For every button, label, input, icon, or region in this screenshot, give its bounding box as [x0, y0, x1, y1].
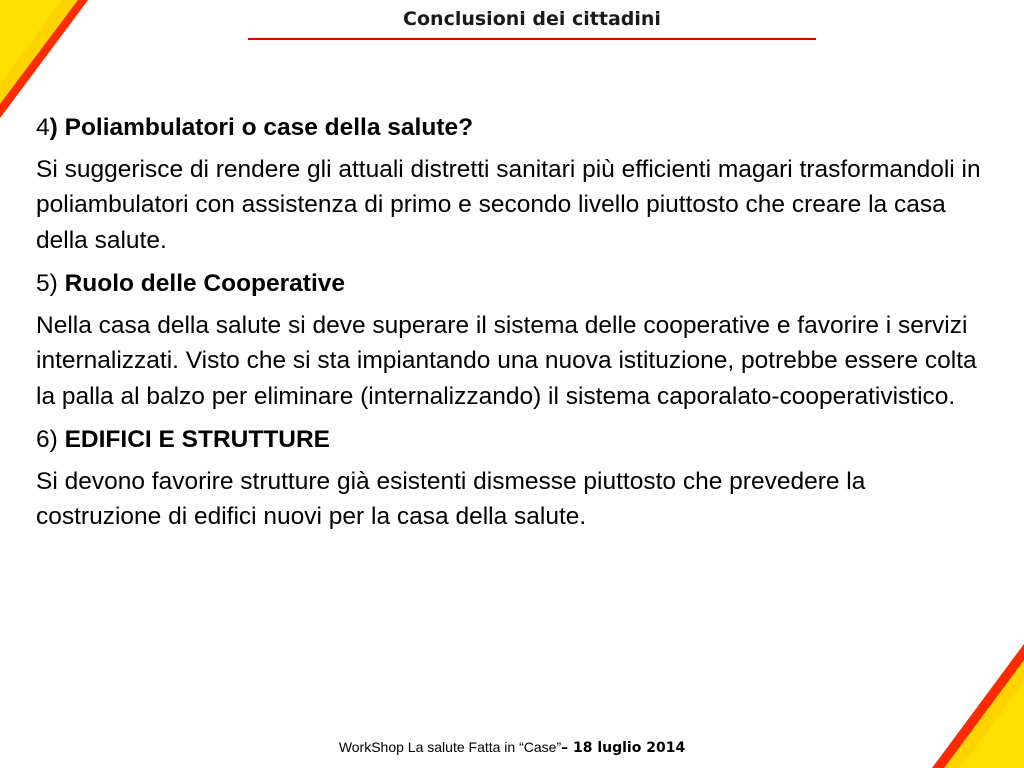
section-title: ) Poliambulatori o case della salute? — [49, 114, 474, 141]
content-area — [36, 110, 996, 543]
section-heading-5 — [36, 266, 996, 302]
footer-event: WorkShop La salute Fatta in “Case” — [338, 739, 562, 755]
section-heading-6 — [36, 422, 996, 458]
section-heading-4 — [36, 110, 996, 146]
page-title: Conclusioni dei cittadini — [403, 8, 661, 30]
corner-decoration-top-left — [0, 0, 90, 120]
section-number: 4 — [36, 114, 50, 141]
section-title: EDIFICI E STRUTTURE — [64, 426, 331, 454]
section-number: 5) — [36, 270, 65, 298]
footer — [0, 739, 1024, 756]
section-number: 6) — [36, 426, 65, 454]
footer-date: – 18 luglio 2014 — [561, 740, 686, 756]
section-title: Ruolo delle Cooperative — [64, 270, 346, 298]
section-body: Si suggerisce di rendere gli attuali distretti sanitari più efficienti magari trasformandoli in poliambulatori con assistenza di primo e secondo livello piuttosto che creare la casa della salute. — [36, 155, 981, 254]
section-body: Si devono favorire strutture già esistenti dismesse piuttosto che prevedere la costruzione di edifici nuovi per la casa della salute. — [36, 467, 866, 531]
title-divider — [248, 38, 816, 40]
section-body: Nella casa della salute si deve superare il sistema delle cooperative e favorire i servizi internalizzati. Visto che si sta impiantando una nuova istituzione, potrebbe essere colta la palla al balzo per eliminare (internalizzando) il sistema caporalato-cooperativistico. — [36, 311, 977, 410]
